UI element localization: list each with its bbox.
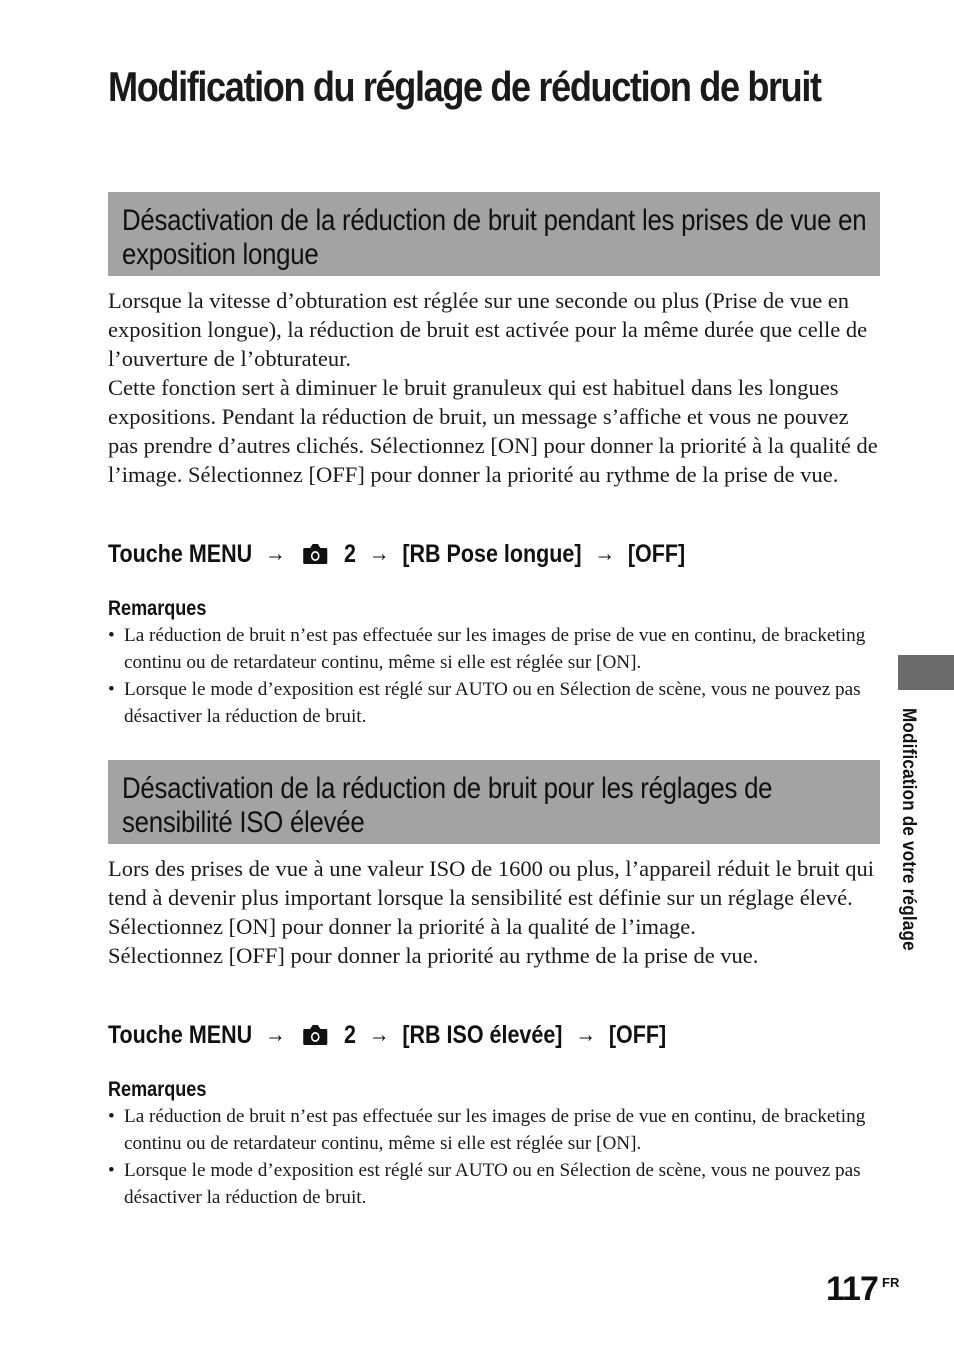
menu-path-high-iso [108, 1018, 666, 1050]
page-number: 117 [826, 1270, 878, 1308]
list-item [108, 622, 888, 676]
bullet-icon: • [108, 1106, 115, 1127]
bullet-icon: • [108, 1160, 115, 1181]
camera-icon [302, 1024, 328, 1046]
menu-path-long-exposure [108, 537, 685, 569]
arrow-icon: → [264, 1021, 286, 1049]
section-body-high-iso [108, 854, 883, 970]
section-heading-long-exposure [108, 192, 880, 276]
menu-prefix: Touche MENU [108, 540, 253, 569]
remarks-heading: Remarques [108, 1078, 207, 1101]
camera-icon [302, 543, 328, 565]
paragraph: Sélectionnez [ON] pour donner la priorité à la qualité de l’image. [108, 914, 696, 939]
arrow-icon: → [368, 540, 390, 568]
list-item [108, 1157, 888, 1211]
page-language-code: FR [882, 1275, 900, 1290]
arrow-icon: → [594, 540, 616, 568]
list-item [108, 1103, 888, 1157]
menu-tab-number: 2 [344, 1021, 356, 1050]
section-heading-text: Désactivation de la réduction de bruit pour les réglages de sensibilité ISO élevée [122, 772, 773, 839]
remark-text: Lorsque le mode d’exposition est réglé sur AUTO ou en Sélection de scène, vous ne pouvez pas désactiver la réduction de bruit. [124, 679, 861, 727]
bullet-icon: • [108, 679, 115, 700]
remark-text: La réduction de bruit n’est pas effectuée sur les images de prise de vue en continu, de bracketing continu ou de retardateur continu, même si elle est réglée sur [ON]. [124, 625, 866, 673]
menu-prefix: Touche MENU [108, 1021, 253, 1050]
menu-value: [OFF] [608, 1021, 667, 1050]
chapter-tab-marker [898, 655, 954, 690]
chapter-side-label: Modification de votre réglage [898, 708, 919, 951]
section-heading-high-iso [108, 760, 880, 844]
remark-text: La réduction de bruit n’est pas effectuée sur les images de prise de vue en continu, de bracketing continu ou de retardateur continu, même si elle est réglée sur [ON]. [124, 1106, 866, 1154]
remarks-list [108, 622, 888, 730]
paragraph: Cette fonction sert à diminuer le bruit granuleux qui est habituel dans les longues expositions. Pendant la réduction de bruit, un message s’affiche et vous ne pouvez pas prendre d’autres clichés. Sélectionnez [ON] pour donner la priorité à la qualité de l’image. Sélectionnez [OFF] pour donner la priorité au rythme de la prise de vue. [108, 375, 878, 487]
paragraph: Lorsque la vitesse d’obturation est réglée sur une seconde ou plus (Prise de vue en exposition longue), la réduction de bruit est activée pour la même durée que celle de l’ouverture de l’obturateur. [108, 288, 868, 371]
list-item [108, 676, 888, 730]
menu-value: [OFF] [627, 540, 686, 569]
menu-item: [RB ISO élevée] [402, 1021, 563, 1050]
arrow-icon: → [264, 540, 286, 568]
paragraph: Sélectionnez [OFF] pour donner la priorité au rythme de la prise de vue. [108, 943, 759, 968]
arrow-icon: → [368, 1021, 390, 1049]
remarks-list [108, 1103, 888, 1211]
page-title: Modification du réglage de réduction de bruit [108, 63, 821, 110]
remark-text: Lorsque le mode d’exposition est réglé sur AUTO ou en Sélection de scène, vous ne pouvez pas désactiver la réduction de bruit. [124, 1160, 861, 1208]
bullet-icon: • [108, 625, 115, 646]
paragraph: Lors des prises de vue à une valeur ISO de 1600 ou plus, l’appareil réduit le bruit qui tend à devenir plus important lorsque la sensibilité est définie sur un réglage élevé. [108, 856, 875, 910]
remarks-heading: Remarques [108, 597, 207, 620]
menu-item: [RB Pose longue] [402, 540, 582, 569]
menu-tab-number: 2 [344, 540, 356, 569]
section-body-long-exposure [108, 286, 883, 489]
arrow-icon: → [575, 1021, 596, 1049]
section-heading-text: Désactivation de la réduction de bruit pendant les prises de vue en exposition longue [122, 204, 867, 271]
